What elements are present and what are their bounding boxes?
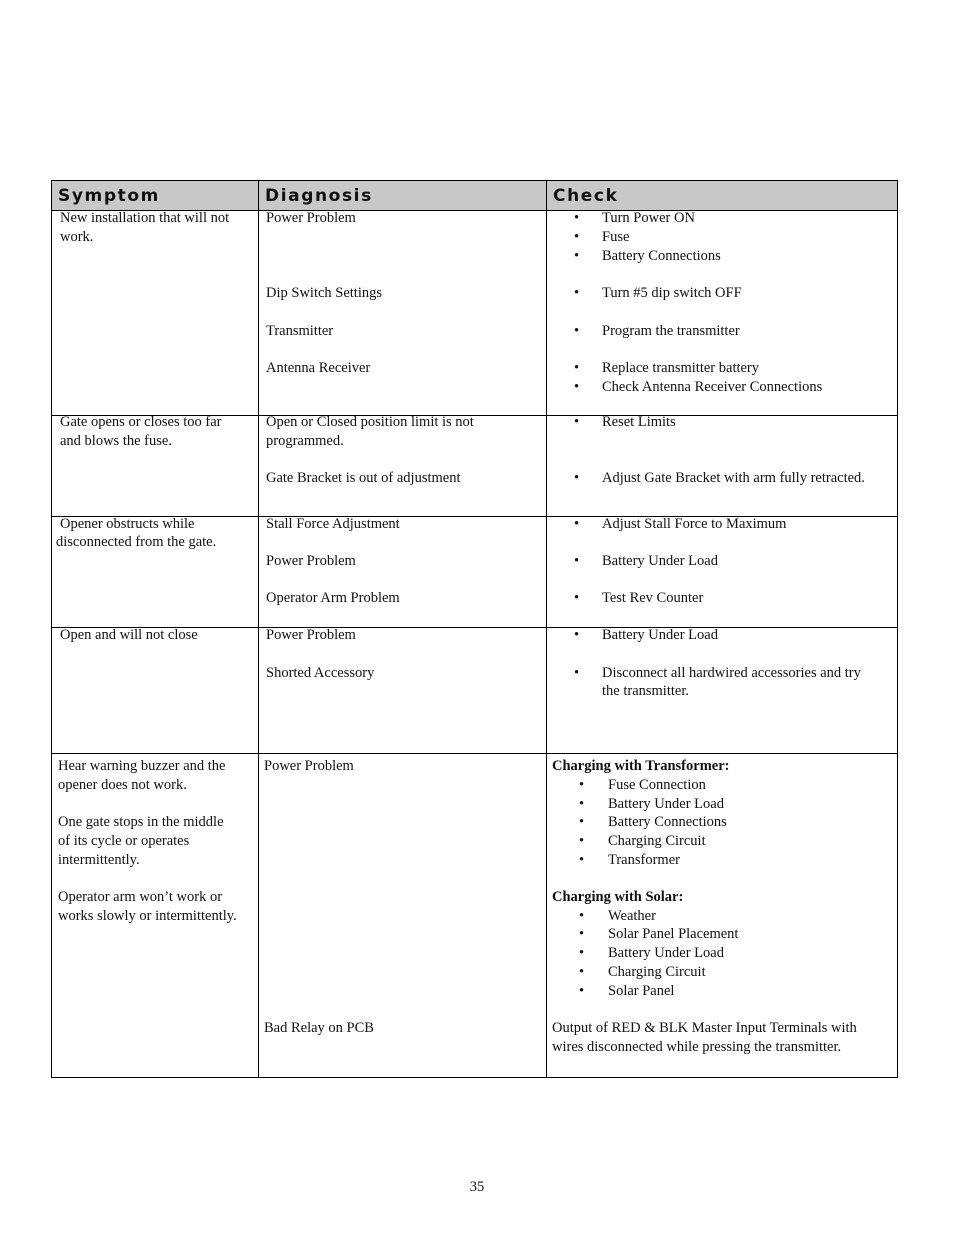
check-heading: Charging with Solar: [552, 889, 684, 905]
check-item: Battery Under Load [602, 627, 718, 643]
diagnosis-text: Power Problem [266, 627, 356, 643]
symptom-text: Operator arm won’t work or [58, 889, 223, 905]
diagnosis-text: Antenna Receiver [266, 360, 371, 376]
check-item: Turn Power ON [602, 210, 695, 226]
check-item: Battery Under Load [602, 553, 718, 569]
column-divider [258, 181, 259, 1077]
diagnosis-text: Bad Relay on PCB [264, 1020, 374, 1036]
bullet-icon: • [579, 833, 585, 849]
column-divider [546, 181, 547, 1077]
symptom-text: Open and will not close [60, 627, 198, 643]
page-number: 35 [469, 1179, 485, 1195]
check-item: Solar Panel [608, 983, 675, 999]
check-item: Turn #5 dip switch OFF [602, 285, 742, 301]
check-item: Disconnect all hardwired accessories and try [602, 665, 861, 681]
bullet-icon: • [579, 777, 585, 793]
bullet-icon: • [574, 553, 580, 569]
bullet-icon: • [574, 627, 580, 643]
symptom-text: opener does not work. [58, 777, 187, 793]
check-text: Output of RED & BLK Master Input Terminals with [552, 1020, 857, 1036]
bullet-icon: • [574, 248, 580, 264]
symptom-text: One gate stops in the middle [58, 814, 224, 830]
bullet-icon: • [574, 210, 580, 226]
header-symptom: Symptom [58, 186, 160, 206]
diagnosis-text: Gate Bracket is out of adjustment [266, 470, 461, 486]
bullet-icon: • [574, 470, 580, 486]
diagnosis-text: Stall Force Adjustment [266, 516, 400, 532]
diagnosis-text: Power Problem [264, 758, 354, 774]
check-item: Adjust Gate Bracket with arm fully retracted. [602, 470, 865, 486]
check-item: Battery Connections [608, 814, 727, 830]
diagnosis-text: Operator Arm Problem [266, 590, 400, 606]
symptom-text: disconnected from the gate. [56, 534, 217, 550]
table-header [52, 181, 897, 211]
check-item: Transformer [608, 852, 680, 868]
check-item: Check Antenna Receiver Connections [602, 379, 823, 395]
symptom-text: work. [60, 229, 94, 245]
bullet-icon: • [574, 285, 580, 301]
check-text: wires disconnected while pressing the transmitter. [552, 1039, 842, 1055]
symptom-text: Gate opens or closes too far [60, 414, 222, 430]
check-item: Weather [608, 908, 656, 924]
symptom-text: New installation that will not [60, 210, 230, 226]
check-item: Reset Limits [602, 414, 676, 430]
check-item: Replace transmitter battery [602, 360, 760, 376]
diagnosis-text: Power Problem [266, 210, 356, 226]
symptom-text: and blows the fuse. [60, 433, 172, 449]
diagnosis-text: programmed. [266, 433, 344, 449]
header-diagnosis: Diagnosis [265, 186, 373, 206]
diagnosis-text: Transmitter [266, 323, 334, 339]
symptom-text: Hear warning buzzer and the [58, 758, 226, 774]
bullet-icon: • [574, 229, 580, 245]
bullet-icon: • [579, 945, 585, 961]
symptom-text: of its cycle or operates [58, 833, 190, 849]
bullet-icon: • [574, 360, 580, 376]
check-item: Solar Panel Placement [608, 926, 739, 942]
bullet-icon: • [574, 414, 580, 430]
bullet-icon: • [579, 796, 585, 812]
bullet-icon: • [579, 983, 585, 999]
bullet-icon: • [574, 379, 580, 395]
symptom-text: intermittently. [58, 852, 140, 868]
check-item: the transmitter. [602, 683, 689, 699]
bullet-icon: • [574, 665, 580, 681]
check-item: Program the transmitter [602, 323, 740, 339]
diagnosis-text: Open or Closed position limit is not [266, 414, 474, 430]
check-item: Fuse Connection [608, 777, 706, 793]
check-item: Battery Connections [602, 248, 721, 264]
header-check: Check [553, 186, 619, 206]
symptom-text: works slowly or intermittently. [58, 908, 237, 924]
diagnosis-text: Shorted Accessory [266, 665, 375, 681]
check-item: Battery Under Load [608, 945, 724, 961]
check-item: Fuse [602, 229, 630, 245]
bullet-icon: • [579, 926, 585, 942]
diagnosis-text: Dip Switch Settings [266, 285, 383, 301]
bullet-icon: • [579, 964, 585, 980]
diagnosis-text: Power Problem [266, 553, 356, 569]
bullet-icon: • [574, 590, 580, 606]
bullet-icon: • [574, 516, 580, 532]
bullet-icon: • [579, 814, 585, 830]
row-divider [52, 753, 897, 754]
troubleshooting-table [51, 180, 898, 1078]
check-item: Charging Circuit [608, 964, 706, 980]
bullet-icon: • [579, 852, 585, 868]
check-item: Battery Under Load [608, 796, 724, 812]
symptom-text: Opener obstructs while [60, 516, 195, 532]
check-item: Test Rev Counter [602, 590, 704, 606]
check-item: Charging Circuit [608, 833, 706, 849]
bullet-icon: • [579, 908, 585, 924]
bullet-icon: • [574, 323, 580, 339]
check-heading: Charging with Transformer: [552, 758, 730, 774]
check-item: Adjust Stall Force to Maximum [602, 516, 787, 532]
